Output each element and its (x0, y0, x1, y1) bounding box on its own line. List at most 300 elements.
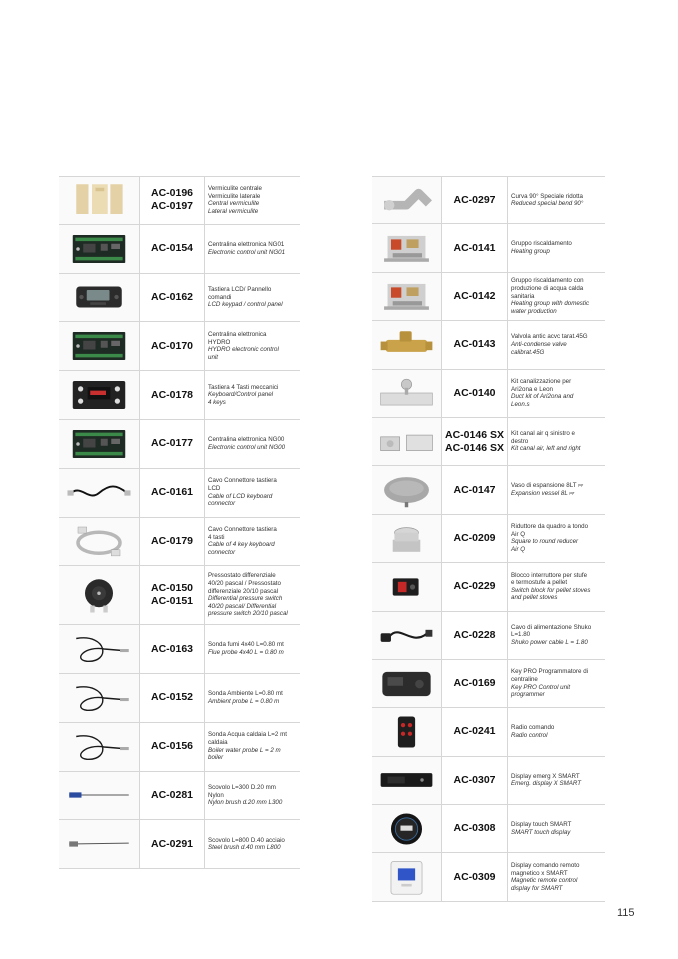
left-product-table (59, 176, 300, 869)
product-row (372, 563, 605, 611)
description-italian (208, 339, 297, 347)
brush-image (59, 772, 140, 820)
description-text: Emerg. display X SMART (511, 780, 582, 788)
product-description (508, 177, 605, 223)
description-italian (511, 676, 602, 684)
description-text: Vermiculite centrale (208, 185, 262, 193)
description-text: Lateral vermiculite (208, 207, 259, 215)
description-italian (208, 572, 297, 580)
description-italian (208, 837, 297, 845)
description-italian (511, 862, 602, 870)
product-code-text: AC-0196 (150, 187, 194, 200)
programmer-image (372, 660, 442, 707)
product-code-text: AC-0281 (150, 788, 194, 801)
description-text: Kit canal air, left and right (511, 445, 581, 453)
product-description (508, 515, 605, 562)
product-description (508, 273, 605, 320)
description-text: caldaia (208, 739, 228, 747)
description-italian (511, 624, 602, 632)
description-italian (511, 668, 602, 676)
product-description (508, 660, 605, 707)
description-italian (511, 572, 602, 580)
product-description (205, 322, 300, 370)
description-text: Valvola antic acvc tarat.45G (511, 333, 588, 341)
description-text: Air Q (511, 530, 526, 538)
product-code (442, 612, 508, 659)
description-english (208, 754, 297, 762)
product-row (372, 853, 605, 901)
heating-group-image (372, 224, 442, 271)
superscript-note: pqr (569, 491, 575, 496)
product-code-text: AC-0228 (453, 628, 496, 641)
product-code-text: AC-0141 (453, 241, 496, 254)
product-row (372, 612, 605, 660)
product-description (508, 321, 605, 368)
description-italian (208, 534, 297, 542)
description-english (208, 698, 297, 706)
wall-remote-image (372, 853, 442, 900)
description-text: connector (208, 549, 236, 557)
product-row (59, 772, 300, 821)
description-english (511, 308, 602, 316)
product-code-text: AC-0297 (453, 193, 496, 206)
product-row (59, 674, 300, 723)
description-text: display for SMART (511, 884, 563, 892)
description-italian (511, 430, 602, 438)
description-text: SMART touch display (511, 828, 571, 836)
product-code-text: AC-0140 (453, 386, 496, 399)
product-description (508, 563, 605, 610)
product-code (140, 518, 205, 566)
description-italian (511, 482, 602, 490)
description-text: Centralina elettronica NG00 (208, 436, 285, 444)
description-text: comandi (208, 293, 232, 301)
description-text: Key PRO Programmatore di (511, 668, 589, 676)
product-code (140, 625, 205, 673)
product-code (442, 805, 508, 852)
product-row (59, 225, 300, 274)
product-code (140, 322, 205, 370)
product-code-text: AC-0146 SX (445, 441, 504, 454)
product-code (442, 418, 508, 465)
product-description (205, 625, 300, 673)
description-text: sanitaria (511, 292, 535, 300)
product-row (59, 322, 300, 371)
product-row (59, 723, 300, 772)
description-text: Central vermiculite (208, 200, 260, 208)
description-text: Electronic control unit NG01 (208, 248, 286, 256)
product-row (59, 371, 300, 420)
air-channel-kit-image (372, 418, 442, 465)
description-italian (511, 293, 602, 301)
description-text: Switch block for pellet stoves (511, 586, 591, 594)
product-code (140, 723, 205, 771)
description-english (208, 799, 297, 807)
description-text: Vaso di espansione 8LT (511, 482, 577, 490)
description-italian (511, 193, 602, 201)
product-code (442, 708, 508, 755)
product-code (140, 772, 205, 820)
description-english (511, 300, 602, 308)
product-description (205, 225, 300, 273)
description-english (511, 829, 602, 837)
product-code (140, 371, 205, 419)
description-text: Leon.s (511, 400, 530, 408)
description-text: Differential pressure switch (208, 595, 283, 603)
description-italian (511, 333, 602, 341)
round-reducer-image (372, 515, 442, 562)
superscript-note: pqr (578, 483, 584, 488)
product-code-text: AC-0197 (150, 200, 194, 213)
description-italian (511, 240, 602, 248)
description-text: Reduced special bend 90° (511, 200, 584, 208)
duct-kit-image (372, 370, 442, 417)
description-text: Keyboard/Control panel (208, 391, 274, 399)
product-row (372, 515, 605, 563)
product-code-text: AC-0170 (150, 339, 194, 352)
product-row (372, 708, 605, 756)
description-english (208, 603, 297, 611)
description-english (511, 349, 602, 357)
description-text: Display emerg X SMART (511, 772, 580, 780)
description-english (208, 493, 297, 501)
description-italian (208, 331, 297, 339)
description-text: 40/20 pascal/ Differential (208, 602, 277, 610)
description-italian (511, 724, 602, 732)
product-code (140, 820, 205, 868)
product-code (140, 469, 205, 517)
product-description (205, 469, 300, 517)
description-text: Centralina elettronica NG01 (208, 241, 285, 249)
product-code-text: AC-0146 SX (445, 428, 504, 441)
product-code (442, 273, 508, 320)
product-code (442, 321, 508, 368)
touch-display-image (372, 805, 442, 852)
product-description (205, 177, 300, 224)
description-english (208, 200, 297, 208)
description-english (208, 444, 297, 452)
product-row (372, 321, 605, 369)
product-description (508, 708, 605, 755)
display-bar-image (372, 757, 442, 804)
keyboard-panel-image (59, 371, 140, 419)
description-text: Centralina elettronica (208, 331, 267, 339)
description-text: boiler (208, 754, 224, 762)
product-code (140, 274, 205, 322)
product-description (508, 224, 605, 271)
description-text: Square to round reducer (511, 538, 579, 546)
description-english (511, 538, 602, 546)
pipe-bend-image (372, 177, 442, 223)
product-description (205, 566, 300, 624)
product-description (508, 466, 605, 513)
description-text: Scovolo L=800 D.40 acciaio (208, 836, 285, 844)
description-english (208, 208, 297, 216)
product-description (508, 418, 605, 465)
description-text: programmer (511, 691, 545, 699)
description-text: 40/20 pascal / Pressostato (208, 580, 281, 588)
description-italian (208, 580, 297, 588)
description-text: Magnetic remote control (511, 877, 578, 885)
description-english (511, 248, 602, 256)
product-code-text: AC-0178 (150, 388, 194, 401)
description-english (511, 877, 602, 885)
description-text: Boiler water probe L = 2 m (208, 746, 281, 754)
description-english (511, 780, 602, 788)
product-code (442, 853, 508, 900)
description-text: Display touch SMART (511, 821, 572, 829)
probe-cable-image (59, 674, 140, 722)
description-text: 4 keys (208, 398, 226, 406)
description-text: Cable of 4 key keyboard (208, 541, 275, 549)
description-italian (511, 438, 602, 446)
description-text: Kit canal air q sinistro e (511, 430, 575, 438)
description-text: unit (208, 353, 218, 361)
description-text: calibrat.45G (511, 348, 545, 356)
description-english (511, 200, 602, 208)
description-italian (511, 631, 602, 639)
description-text: Radio comando (511, 724, 555, 732)
description-text: Sonda fumi 4x40 L=0.80 mt (208, 641, 284, 649)
product-code (442, 466, 508, 513)
description-text: and pellet stoves (511, 594, 558, 602)
description-english (208, 747, 297, 755)
product-code-text: AC-0152 (150, 691, 194, 704)
product-code-text: AC-0229 (453, 580, 496, 593)
product-description (205, 420, 300, 468)
description-text: Blocco interruttore per stufe (511, 571, 588, 579)
description-text: water production (511, 307, 557, 315)
description-italian (208, 286, 297, 294)
description-text: Sonda Acqua caldaia L=2 mt (208, 731, 287, 739)
description-english (511, 885, 602, 893)
right-product-table (372, 176, 605, 902)
description-text: Kit canalizzazione per (511, 378, 572, 386)
steel-brush-image (59, 820, 140, 868)
description-english (511, 587, 602, 595)
description-italian (208, 739, 297, 747)
product-row (59, 625, 300, 674)
description-text: Air Q (511, 546, 526, 554)
product-row (372, 273, 605, 321)
product-code (140, 177, 205, 224)
description-english (511, 445, 602, 453)
description-italian (511, 579, 602, 587)
description-english (511, 341, 602, 349)
description-text: HYDRO (208, 338, 231, 346)
lcd-keypad-image (59, 274, 140, 322)
description-italian (511, 378, 602, 386)
pressure-switch-image (59, 566, 140, 624)
description-english (208, 610, 297, 618)
product-description (508, 370, 605, 417)
description-text: LCD keypad / control panel (208, 301, 283, 309)
page-number: 115 (617, 907, 635, 919)
description-text: Expansion vessel 8L (511, 490, 568, 498)
description-text: differenziale 20/10 pascal (208, 587, 279, 595)
description-text: Tastiera 4 Tasti meccanici (208, 383, 279, 391)
product-description (508, 757, 605, 804)
description-italian (511, 523, 602, 531)
product-description (205, 274, 300, 322)
description-italian (208, 641, 297, 649)
description-text: Nylon brush d.20 mm L300 (208, 799, 283, 807)
product-row (372, 805, 605, 853)
description-italian (511, 277, 602, 285)
product-code (140, 225, 205, 273)
control-board-image (59, 225, 140, 273)
description-english (511, 691, 602, 699)
description-english (511, 732, 602, 740)
product-code (442, 660, 508, 707)
description-text: Display comando remoto (511, 861, 580, 869)
description-english (208, 595, 297, 603)
description-english (208, 391, 297, 399)
description-text: Sonda Ambiente L=0.80 mt (208, 690, 283, 698)
product-code-text: AC-0161 (150, 486, 194, 499)
product-description (205, 772, 300, 820)
product-row (59, 274, 300, 323)
product-code (442, 177, 508, 223)
expansion-vessel-image (372, 466, 442, 513)
control-board-image (59, 420, 140, 468)
description-english (511, 639, 602, 647)
product-code-text: AC-0309 (453, 870, 496, 883)
description-text: Nylon (208, 791, 224, 799)
description-text: Radio control (511, 731, 548, 739)
product-row (372, 370, 605, 418)
product-description (205, 674, 300, 722)
description-text: Steel brush d.40 mm L800 (208, 844, 281, 852)
product-row (372, 466, 605, 514)
description-text: centraline (511, 676, 538, 683)
product-description (205, 371, 300, 419)
description-english (208, 399, 297, 407)
description-english (208, 649, 297, 657)
product-code-text: AC-0151 (150, 595, 194, 608)
description-text: Gruppo riscaldamento (511, 240, 572, 248)
product-description (508, 853, 605, 900)
description-italian (208, 792, 297, 800)
description-italian (511, 531, 602, 539)
description-text: Vermiculite laterale (208, 192, 261, 200)
product-code-text: AC-0241 (453, 725, 496, 738)
product-code-text: AC-0154 (150, 242, 194, 255)
product-code (442, 224, 508, 271)
heating-group-image (372, 273, 442, 320)
description-text: Cable of LCD keyboard (208, 492, 273, 500)
brass-valve-image (372, 321, 442, 368)
product-code (442, 563, 508, 610)
product-row (372, 418, 605, 466)
description-text: Curva 90° Speciale ridotta (511, 192, 583, 200)
description-italian (511, 870, 602, 878)
product-code-text: AC-0147 (453, 483, 496, 496)
product-description (508, 612, 605, 659)
product-row (372, 224, 605, 272)
product-code (140, 674, 205, 722)
description-italian (511, 285, 602, 293)
description-text: 4 tasti (208, 533, 225, 541)
description-text: Riduttore da quadro a tondo (511, 523, 589, 531)
product-code-text: AC-0143 (453, 338, 496, 351)
description-text: Pressostato differenziale (208, 572, 276, 580)
description-italian (208, 384, 297, 392)
description-text: Ambient probe L = 0.80 m (208, 697, 280, 705)
description-english (511, 401, 602, 409)
remote-control-image (372, 708, 442, 755)
description-english (511, 546, 602, 554)
product-row (372, 757, 605, 805)
product-code (140, 566, 205, 624)
description-text: produzione di acqua calda (511, 285, 584, 293)
power-cable-image (372, 612, 442, 659)
product-code (442, 370, 508, 417)
description-text: Gruppo riscaldamento con (511, 277, 584, 285)
product-code (442, 515, 508, 562)
description-text: Cavo Connettore tastiera (208, 477, 277, 485)
description-italian (511, 773, 602, 781)
description-english (511, 594, 602, 602)
description-text: Electronic control unit NG00 (208, 443, 286, 451)
description-italian (208, 185, 297, 193)
description-italian (208, 690, 297, 698)
description-english (511, 393, 602, 401)
description-text: HYDRO electronic control (208, 346, 279, 354)
product-description (508, 805, 605, 852)
product-code-text: AC-0307 (453, 773, 496, 786)
product-description (205, 820, 300, 868)
description-italian (208, 193, 297, 201)
description-text: Heating group with domestic (511, 300, 590, 308)
description-english (511, 684, 602, 692)
description-italian (208, 588, 297, 596)
description-text: Shuko power cable L = 1.80 (511, 639, 588, 646)
description-english (208, 301, 297, 309)
description-italian (208, 477, 297, 485)
description-english (208, 549, 297, 557)
description-text: connector (208, 500, 236, 508)
product-row (59, 518, 300, 567)
product-row (59, 420, 300, 469)
description-text: Heating group (511, 248, 550, 256)
product-row (59, 566, 300, 625)
description-text: Anti-condense valve (511, 341, 567, 349)
product-code-text: AC-0308 (453, 822, 496, 835)
product-description (205, 723, 300, 771)
description-english (511, 490, 602, 498)
cable-image (59, 469, 140, 517)
probe-cable-image (59, 723, 140, 771)
product-row (372, 176, 605, 224)
product-code-text: AC-0162 (150, 290, 194, 303)
description-italian (208, 485, 297, 493)
description-italian (208, 241, 297, 249)
description-english (208, 346, 297, 354)
description-text: Scovolo L=300 D.20 mm (208, 784, 276, 792)
product-row (59, 176, 300, 225)
description-english (208, 844, 297, 852)
control-board-image (59, 322, 140, 370)
description-italian (208, 294, 297, 302)
flat-cable-image (59, 518, 140, 566)
description-text: Ari2ona e Leon (511, 385, 553, 393)
description-text: Tastiera LCD/ Pannello (208, 286, 272, 294)
description-english (208, 354, 297, 362)
description-italian (511, 821, 602, 829)
product-code-text: AC-0209 (453, 531, 496, 544)
product-code-text: AC-0163 (150, 642, 194, 655)
